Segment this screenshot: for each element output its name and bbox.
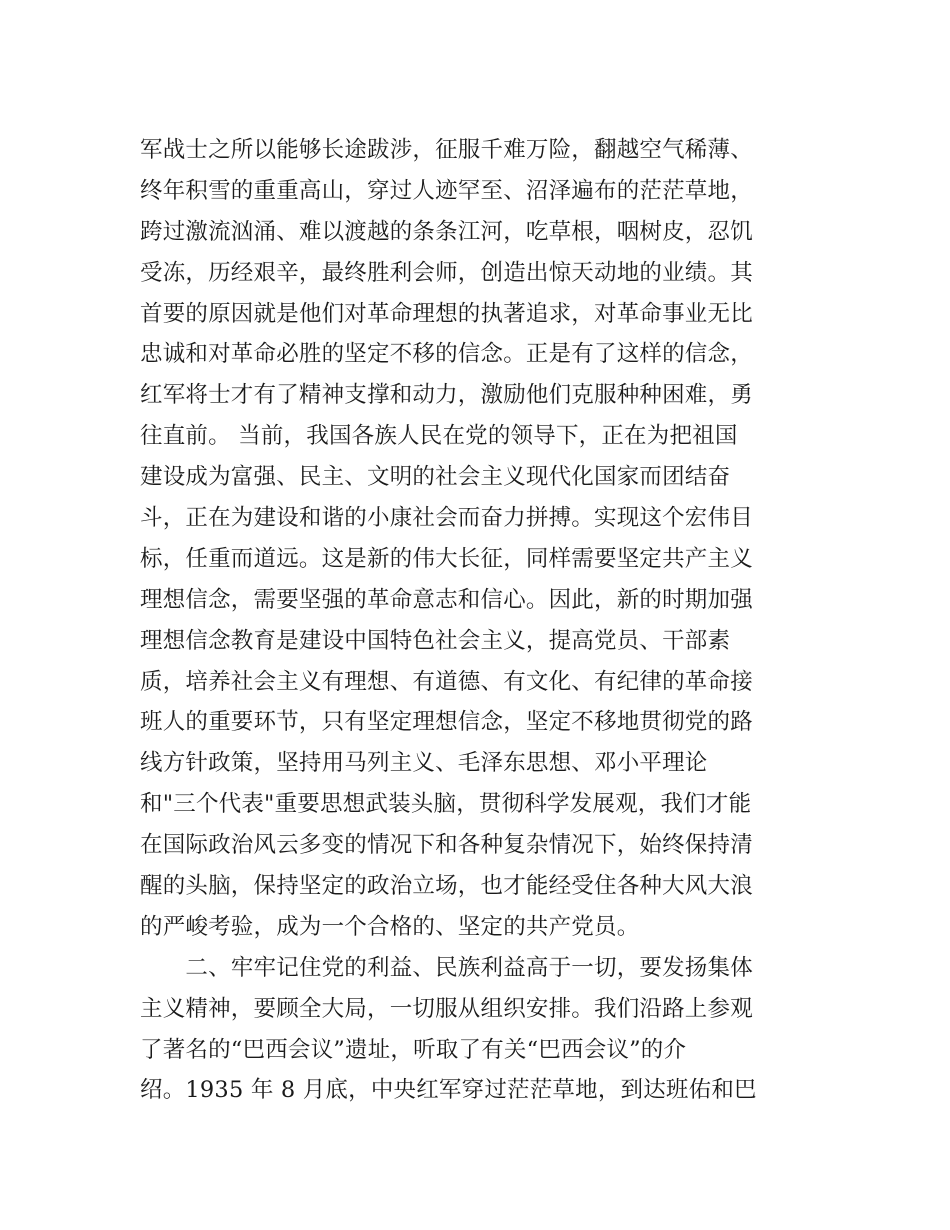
- body-text: [140, 130, 820, 1111]
- text-line: 质，培养社会主义有理想、有道德、有文化、有纪律的革命接: [140, 668, 753, 695]
- text-line: 军战士之所以能够长途跋涉，征服千难万险，翻越空气稀薄、: [140, 137, 753, 163]
- text-line: 在国际政治风云多变的情况下和各种复杂情况下，始终保持清: [140, 832, 753, 859]
- text-line: 首要的原因就是他们对革命理想的执著追求，对革命事业无比: [140, 300, 753, 327]
- text-line: 建设成为富强、民主、文明的社会主义现代化国家而团结奋: [140, 464, 731, 491]
- text-line: 班人的重要环节，只有坚定理想信念，坚定不移地贯彻党的路: [140, 709, 753, 736]
- text-line: 线方针政策，坚持用马列主义、毛泽东思想、邓小平理论: [140, 750, 708, 777]
- text-line: 标，任重而道远。这是新的伟大长征，同样需要坚定共产主义: [140, 545, 753, 572]
- text-line: 绍。1935 年 8 月底，中央红军穿过茫茫草地，到达班佑和巴: [140, 1077, 757, 1104]
- text-line: 往直前。 当前，我国各族人民在党的领导下，正在为把祖国: [140, 423, 738, 450]
- text-line: 和"三个代表"重要思想武装头脑，贯彻科学发展观，我们才能: [140, 791, 752, 818]
- text-line: 红军将士才有了精神支撑和动力，激励他们克服种种困难，勇: [140, 382, 753, 409]
- text-line: 二、牢牢记住党的利益、民族利益高于一切，要发扬集体: [140, 954, 753, 981]
- text-line: 跨过激流汹涌、难以渡越的条条江河，吃草根，咽树皮，忍饥: [140, 218, 753, 245]
- text-line: 斗，正在为建设和谐的小康社会而奋力拼搏。实现这个宏伟目: [140, 505, 753, 532]
- text-line: 了著名的“巴西会议”遗址，听取了有关“巴西会议”的介: [140, 1036, 687, 1063]
- text-line: 醒的头脑，保持坚定的政治立场，也才能经受住各种大风大浪: [140, 873, 753, 900]
- text-line: 理想信念，需要坚强的革命意志和信心。因此，新的时期加强: [140, 586, 753, 613]
- text-line: 终年积雪的重重高山，穿过人迹罕至、沼泽遍布的茫茫草地，: [140, 177, 753, 204]
- text-line: 受冻，历经艰辛，最终胜利会师，创造出惊天动地的业绩。其: [140, 259, 753, 286]
- text-line: 忠诚和对革命必胜的坚定不移的信念。正是有了这样的信念，: [140, 341, 753, 368]
- text-line: 理想信念教育是建设中国特色社会主义，提高党员、干部素: [140, 627, 731, 654]
- text-line: 主义精神，要顾全大局，一切服从组织安排。我们沿路上参观: [140, 995, 753, 1022]
- text-line: 的严峻考验，成为一个合格的、坚定的共产党员。: [140, 913, 640, 940]
